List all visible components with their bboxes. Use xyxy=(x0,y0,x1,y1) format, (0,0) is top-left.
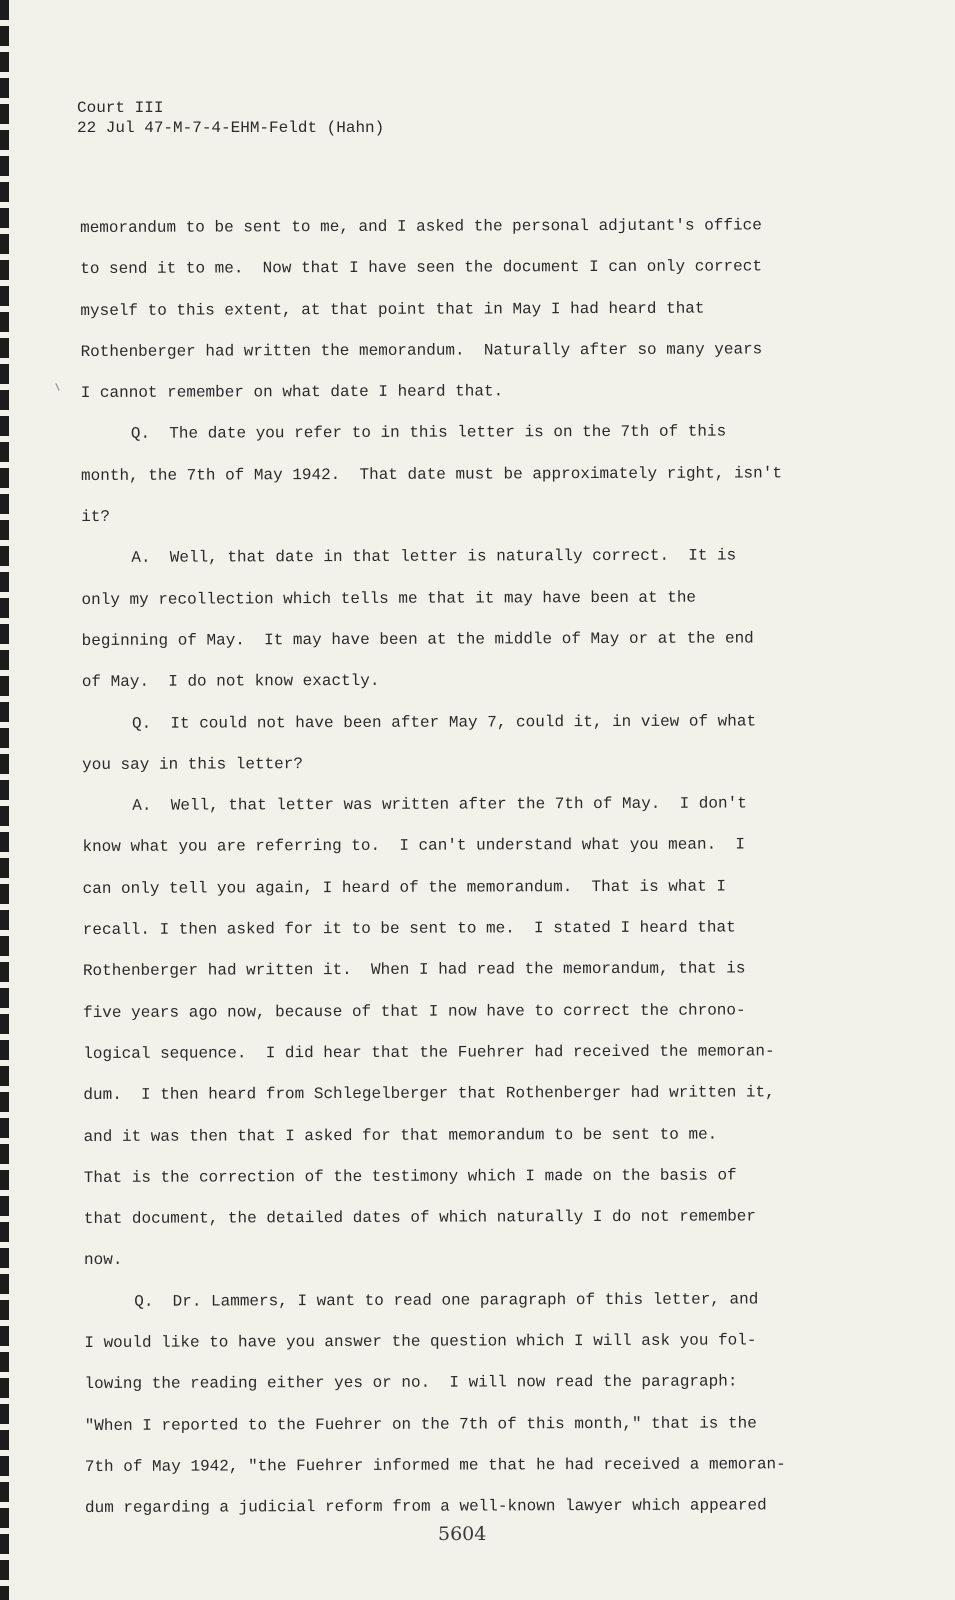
question-line: Q. It could not have been after May 7, could it, in view of what xyxy=(131,711,757,733)
text-line: dum regarding a judicial reform from a well-known lawyer which appeared xyxy=(84,1496,767,1518)
text-line: that document, the detailed dates of which naturally I do not remember xyxy=(83,1207,757,1229)
text-line: and it was then that I asked for that memorandum to be sent to me. xyxy=(83,1125,718,1146)
text-line: I cannot remember on what date I heard that. xyxy=(80,382,504,403)
text-line: five years ago now, because of that I now have to correct the chrono- xyxy=(83,1001,746,1022)
text-line: Rothenberger had written the memorandum. Naturally after so many years xyxy=(80,340,763,361)
answer-line: A. Well, that date in that letter is naturally correct. It is xyxy=(131,546,737,568)
text-line: can only tell you again, I heard of the memorandum. That is what I xyxy=(82,877,726,898)
margin-mark xyxy=(55,383,59,391)
question-line: Q. The date you refer to in this letter is on the 7th of this xyxy=(130,423,727,444)
text-line: 7th of May 1942, "the Fuehrer informed me that he had received a memoran- xyxy=(84,1455,786,1476)
court-label: Court III xyxy=(77,99,164,117)
binding-edge xyxy=(0,0,9,1600)
text-line: memorandum to be sent to me, and I asked the personal adjutant's office xyxy=(80,216,762,237)
question-line: Q. Dr. Lammers, I want to read one paragraph of this letter, and xyxy=(134,1290,759,1311)
text-line: of May. I do not know exactly. xyxy=(81,672,380,692)
session-id: 22 Jul 47-M-7-4-EHM-Feldt (Hahn) xyxy=(77,119,385,137)
text-line: That is the correction of the testimony which I made on the basis of xyxy=(83,1166,737,1187)
text-line: to send it to me. Now that I have seen the document I can only correct xyxy=(80,257,762,279)
text-line: myself to this extent, at that point that in May I had heard that xyxy=(80,299,705,320)
text-line: only my recollection which tells me that it may have been at the xyxy=(81,588,697,609)
text-line: logical sequence. I did hear that the Fuehrer had received the memoran- xyxy=(83,1042,775,1063)
answer-line: A. Well, that letter was written after the 7th of May. I don't xyxy=(132,794,747,815)
text-line: month, the 7th of May 1942. That date must be approximately right, isn't xyxy=(80,464,782,485)
text-line: dum. I then heard from Schlegelberger that Rothenberger had written it, xyxy=(83,1083,775,1105)
transcript-header xyxy=(77,98,384,138)
text-line: it? xyxy=(81,507,111,527)
text-line: Rothenberger had written it. When I had read the memorandum, that is xyxy=(82,959,746,981)
text-line: recall. I then asked for it to be sent to me. I stated I heard that xyxy=(82,918,736,940)
text-line: "When I reported to the Fuehrer on the 7th of this month," that is the xyxy=(84,1414,757,1435)
text-line: I would like to have you answer the question which I will ask you fol- xyxy=(84,1331,757,1353)
text-line: beginning of May. It may have been at the middle of May or at the end xyxy=(81,629,754,650)
text-line: now. xyxy=(84,1251,123,1270)
page-number: 5604 xyxy=(438,1523,487,1545)
text-line: lowing the reading either yes or no. I will now read the paragraph: xyxy=(84,1372,738,1394)
transcript-body xyxy=(80,205,845,1529)
text-line: you say in this letter? xyxy=(82,755,304,774)
text-line: know what you are referring to. I can't understand what you mean. I xyxy=(82,835,746,857)
